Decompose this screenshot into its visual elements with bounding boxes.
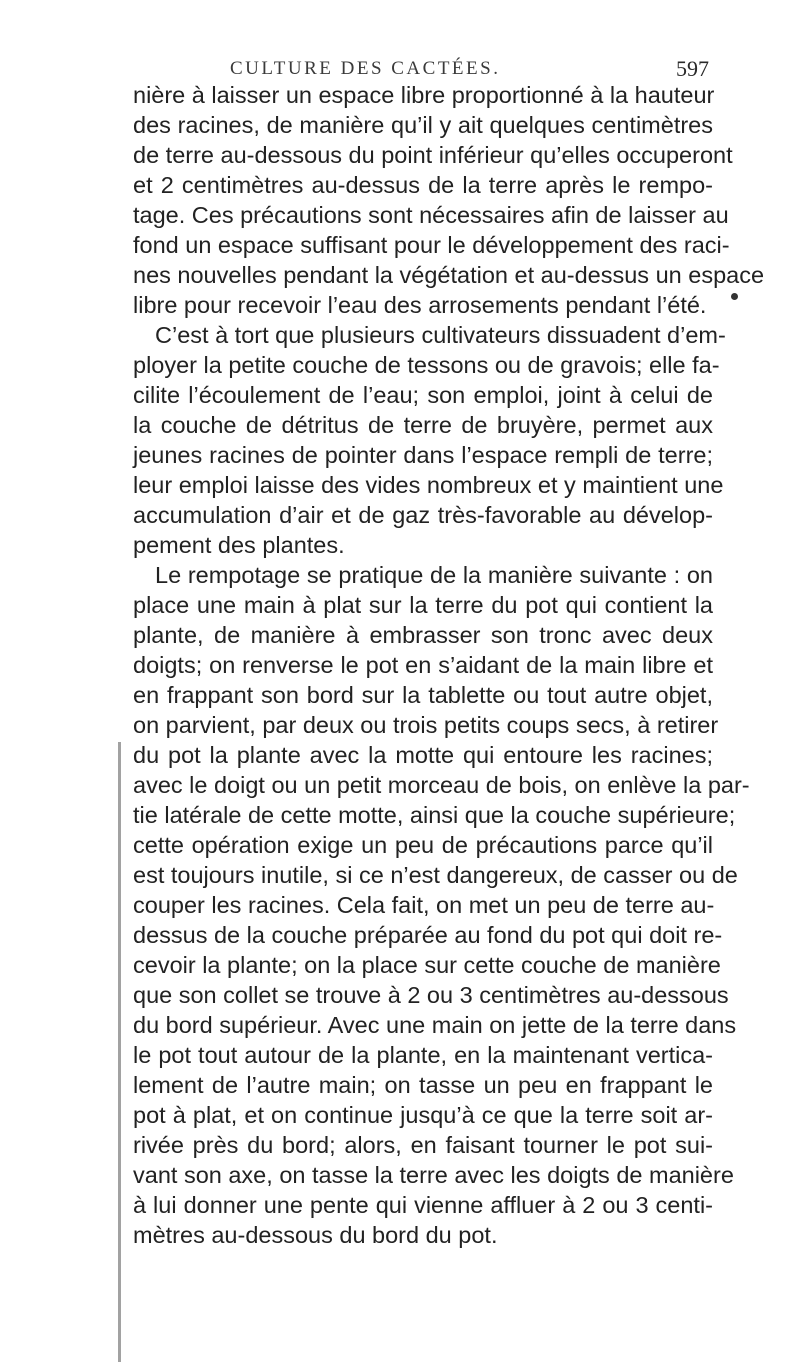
- body-line: fond un espace suffisant pour le développement des raci-: [133, 232, 730, 258]
- paragraph-start-line: C’est à tort que plusieurs cultivateurs dissuadent d’em-: [155, 322, 726, 348]
- body-line: du bord supérieur. Avec une main on jette de la terre dans: [133, 1012, 737, 1038]
- body-line: mètres au-dessous du bord du pot.: [133, 1222, 498, 1248]
- body-line: lement de l’autre main; on tasse un peu en frappant le: [133, 1072, 713, 1098]
- body-line: leur emploi laisse des vides nombreux et y maintient une: [133, 472, 724, 498]
- body-line: tage. Ces précautions sont nécessaires afin de laisser au: [133, 202, 729, 228]
- margin-dot-mark: [731, 293, 738, 300]
- body-line: place une main à plat sur la terre du pot qui contient la: [133, 592, 713, 618]
- body-line: ployer la petite couche de tessons ou de gravois; elle fa-: [133, 352, 720, 378]
- body-line: tie latérale de cette motte, ainsi que la couche supérieure;: [133, 802, 736, 828]
- body-line: libre pour recevoir l’eau des arrosements pendant l’été.: [133, 292, 707, 318]
- body-line: de terre au-dessous du point inférieur qu’elles occuperont: [133, 142, 733, 168]
- body-line: à lui donner une pente qui vienne affluer à 2 ou 3 centi-: [133, 1192, 713, 1218]
- body-line: pement des plantes.: [133, 532, 345, 558]
- paragraph-start-line: Le rempotage se pratique de la manière suivante : on: [155, 562, 713, 588]
- body-line: et 2 centimètres au-dessus de la terre après le rempo-: [133, 172, 713, 198]
- body-line: des racines, de manière qu’il y ait quelques centimètres: [133, 112, 713, 138]
- body-line: du pot la plante avec la motte qui entoure les racines;: [133, 742, 713, 768]
- body-line: que son collet se trouve à 2 ou 3 centimètres au-dessous: [133, 982, 729, 1008]
- body-line: accumulation d’air et de gaz très-favorable au dévelop-: [133, 502, 713, 528]
- page-number: 597: [676, 56, 709, 81]
- body-line: on parvient, par deux ou trois petits coups secs, à retirer: [133, 712, 719, 738]
- body-line: pot à plat, et on continue jusqu’à ce que la terre soit ar-: [133, 1102, 713, 1128]
- binding-edge-shadow: [118, 742, 121, 1362]
- body-line: la couche de détritus de terre de bruyère, permet aux: [133, 412, 713, 438]
- body-line: cilite l’écoulement de l’eau; son emploi, joint à celui de: [133, 382, 713, 408]
- body-line: rivée près du bord; alors, en faisant tourner le pot sui-: [133, 1132, 713, 1158]
- body-line: doigts; on renverse le pot en s’aidant de la main libre et: [133, 652, 713, 678]
- body-line: jeunes racines de pointer dans l’espace rempli de terre;: [133, 442, 713, 468]
- body-line: nes nouvelles pendant la végétation et au-dessus un espace: [133, 262, 765, 288]
- body-line: cette opération exige un peu de précautions parce qu’il: [133, 832, 713, 858]
- body-line: dessus de la couche préparée au fond du pot qui doit re-: [133, 922, 723, 948]
- body-line: en frappant son bord sur la tablette ou tout autre objet,: [133, 682, 713, 708]
- body-line: le pot tout autour de la plante, en la maintenant vertica-: [133, 1042, 713, 1068]
- running-title: CULTURE DES CACTÉES.: [230, 58, 501, 79]
- body-line: plante, de manière à embrasser son tronc avec deux: [133, 622, 713, 648]
- body-line: couper les racines. Cela fait, on met un peu de terre au-: [133, 892, 715, 918]
- body-line: est toujours inutile, si ce n’est dangereux, de casser ou de: [133, 862, 738, 888]
- body-line: nière à laisser un espace libre proportionné à la hauteur: [133, 82, 715, 108]
- body-line: cevoir la plante; on la place sur cette couche de manière: [133, 952, 721, 978]
- body-line: avec le doigt ou un petit morceau de bois, on enlève la par-: [133, 772, 750, 798]
- body-line: vant son axe, on tasse la terre avec les doigts de manière: [133, 1162, 734, 1188]
